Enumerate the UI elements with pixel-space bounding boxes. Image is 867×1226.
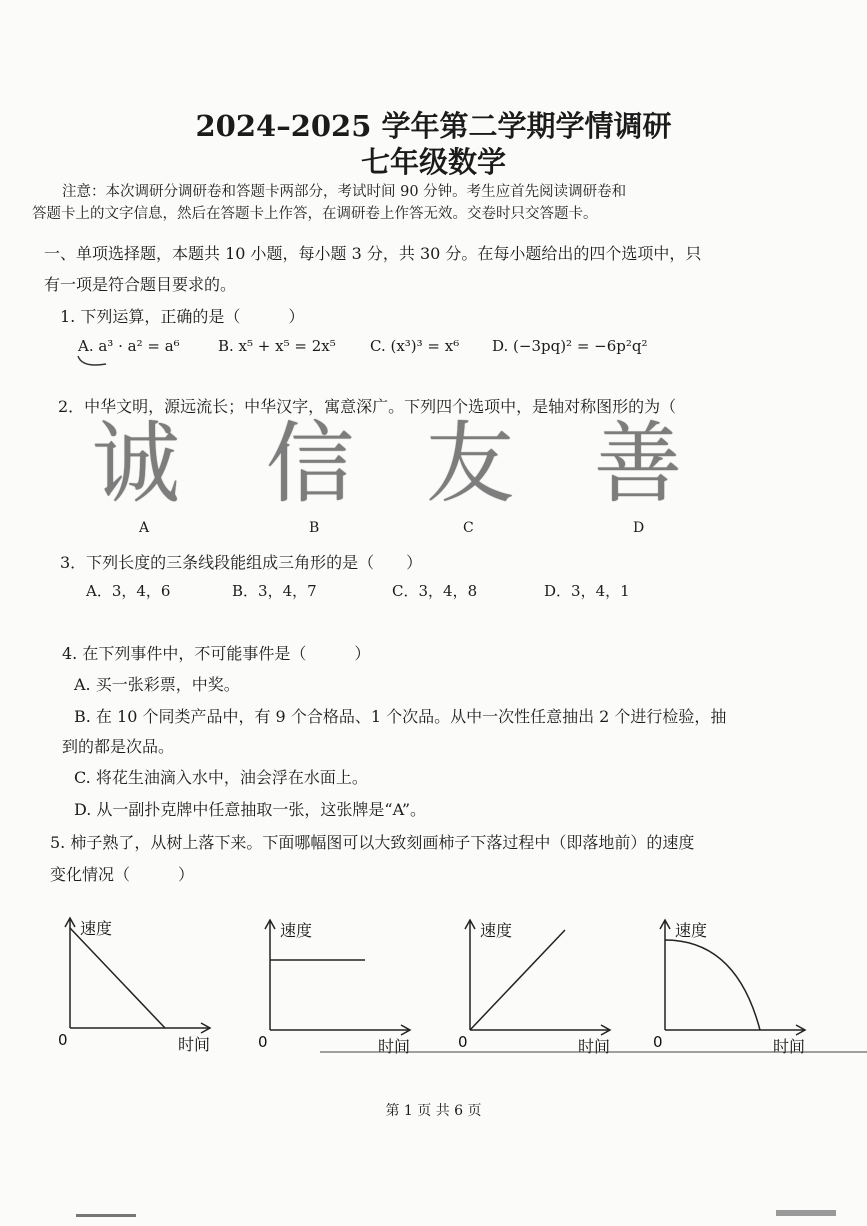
q2-char-b: 信 <box>266 412 355 515</box>
q1-stem: 1. 下列运算，正确的是（ ） <box>60 307 305 326</box>
q2-label-d: D <box>633 520 645 536</box>
speed-curve <box>665 940 760 1030</box>
origin-label: 0 <box>258 1033 268 1051</box>
section-heading-cont: 有一项是符合题目要求的。 <box>44 275 237 294</box>
y-axis-label: 速度 <box>280 921 313 940</box>
q3-option-d: D．3，4，1 <box>544 582 630 600</box>
speed-curve <box>70 928 165 1028</box>
x-axis-label: 时间 <box>178 1035 211 1054</box>
q2-label-c: C <box>463 520 474 536</box>
q3-stem: 3．下列长度的三条线段能组成三角形的是（ ） <box>60 553 423 572</box>
origin-label: 0 <box>58 1031 68 1049</box>
scan-mark <box>76 1214 136 1217</box>
page-subtitle: 七年级数学 <box>360 145 506 179</box>
speed-curve <box>470 930 565 1030</box>
q5-stem-cont: 变化情况（ ） <box>50 865 195 884</box>
q1-option-d: D. (−3pq)² = −6p²q² <box>492 337 648 355</box>
q2-stem: 2．中华文明，源远流长；中华汉字，寓意深广。下列四个选项中，是轴对称图形的为（ <box>58 397 677 416</box>
q1-option-c: C. (x³)³ = x⁶ <box>370 337 460 355</box>
q5-graphs <box>0 900 867 1070</box>
q4-option-d: D. 从一副扑克牌中任意抽取一张，这张牌是“A”。 <box>74 800 426 819</box>
q2-label-a: A <box>139 520 150 536</box>
q1-option-a: A. a³ · a² = a⁶ <box>78 337 180 355</box>
q3-option-b: B．3，4，7 <box>232 582 317 600</box>
q4-stem: 4. 在下列事件中，不可能事件是（ ） <box>62 644 371 663</box>
y-axis-label: 速度 <box>675 921 708 940</box>
y-axis-label: 速度 <box>480 921 513 940</box>
q2-label-b: B <box>309 520 320 536</box>
q2-char-c: 友 <box>426 412 515 515</box>
notice-line-2: 答题卡上的文字信息，然后在答题卡上作答，在调研卷上作答无效。交卷时只交答题卡。 <box>32 206 598 222</box>
pen-mark-icon <box>72 352 112 372</box>
scan-mark <box>776 1210 836 1216</box>
x-axis-label: 时间 <box>378 1037 411 1056</box>
page-number: 第 1 页 共 6 页 <box>385 1103 482 1119</box>
y-axis-label: 速度 <box>80 919 113 938</box>
x-axis-label: 时间 <box>773 1037 806 1056</box>
q4-option-a: A. 买一张彩票，中奖。 <box>74 675 240 694</box>
origin-label: 0 <box>458 1033 468 1051</box>
q3-option-c: C．3，4，8 <box>392 582 478 600</box>
page-title: 2024–2025 学年第二学期学情调研 <box>195 109 672 143</box>
q4-option-b: B. 在 10 个同类产品中，有 9 个合格品、1 个次品。从中一次性任意抽出 2 个进行检验，抽 <box>74 707 727 726</box>
q4-option-b-cont: 到的都是次品。 <box>62 737 175 756</box>
q2-char-d: 善 <box>594 412 683 515</box>
origin-label: 0 <box>653 1033 663 1051</box>
q4-option-c: C. 将花生油滴入水中，油会浮在水面上。 <box>74 768 368 787</box>
section-heading: 一、单项选择题，本题共 10 小题，每小题 3 分，共 30 分。在每小题给出的四个选项中，只 <box>44 244 702 263</box>
notice-line-1: 注意：本次调研分调研卷和答题卡两部分，考试时间 90 分钟。考生应首先阅读调研卷和 <box>62 184 627 200</box>
q3-option-a: A．3，4，6 <box>86 582 171 600</box>
q2-char-a: 诚 <box>92 412 181 515</box>
q5-stem: 5. 柿子熟了，从树上落下来。下面哪幅图可以大致刻画柿子下落过程中（即落地前）的速度 <box>50 833 695 852</box>
x-axis-label: 时间 <box>578 1037 611 1056</box>
q1-option-b: B. x⁵ + x⁵ = 2x⁵ <box>218 337 336 355</box>
